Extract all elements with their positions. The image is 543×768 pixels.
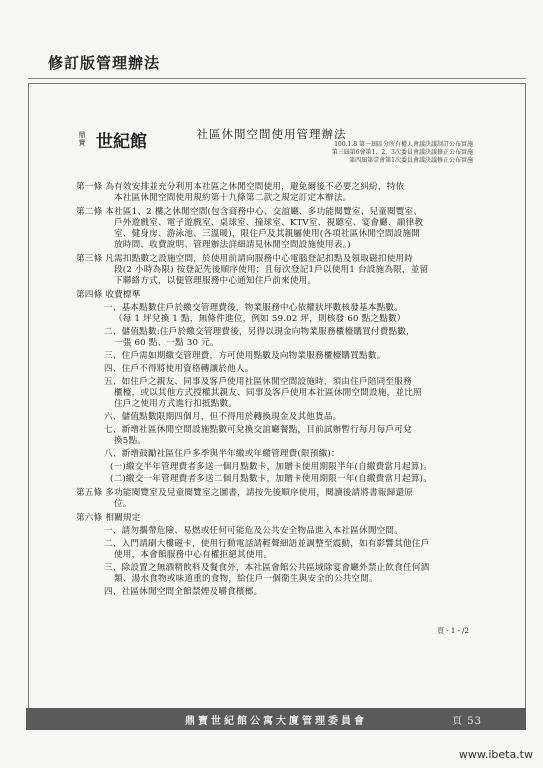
body-line: 七、新增社區休閒空間設施點數可兌換交誼廳餐點，目前試辦暫行每月每戶可兌 (104, 425, 412, 435)
body-line: 二、儲值點數:住戶於繳交管理費後，另得以現金向物業服務櫃檯購買付費點數， (104, 327, 415, 337)
body-line: 三、除設置之無酒精飲料及餐食外，本社區會館公共區域除宴會廳外禁止飲食任何酒 (104, 563, 430, 573)
document-title: 社區休閒空間使用管理辦法 (196, 127, 347, 141)
body-line: 三、住戶需如期繳交管理費，方可使用點數及向物業服務櫃檯購買點數。 (104, 351, 386, 361)
revision-note: 第四屆第壹會第1次委員會議決議修正公布實施 (349, 157, 473, 164)
logo-text: 世紀館 (96, 131, 147, 152)
body-line: 六、儲值點數限期四個月，但不得用於轉換現金及其他貨品。 (104, 412, 342, 422)
body-line: 戶外遊戲室、電子遊戲室、桌球室、撞球室、KTV室、視聽室、宴會廳、韻律教 (114, 218, 424, 228)
body-line: 下聯絡方式，以便管理服務中心通知住戶前來使用。 (114, 276, 317, 286)
body-line: 換5點。 (114, 436, 147, 446)
revision-note: 100.1.8 第一屆區分所有權人會議決議制訂公布實施 (334, 141, 473, 148)
body-line: 第三條 凡需扣點數之設施空間，於使用前請向服務中心電腦登記扣點及領取磁扣使用時 (76, 254, 414, 264)
body-line: 住戶之使用方式進行扣抵點數。 (114, 399, 238, 409)
footer-page: 頁 53 (452, 715, 482, 727)
page-number: 頁 - 1 - /2 (437, 627, 469, 635)
logo-mark-top: 鼎 (78, 131, 86, 139)
logo-mark-bottom: 寶 (78, 139, 86, 147)
body-line: 八、新增鼓勵社區住戶多季與半年繳或年繳管理費(限預繳)： (104, 449, 340, 459)
body-line: 一、基本點數住戶於繳交管理費後，物業服務中心依權狀坪數核發基本點數。 (104, 303, 403, 313)
watermark: www.ibeta.tw (458, 748, 533, 761)
body-line: 櫃檯，或以其他方式授權其親友、同事及客戶使用本社區休閒空間設施，並比照 (114, 388, 422, 398)
body-line: 一、請勿攜帶危險、易燃或任何可能危及公共安全物品進入本社區休閒空間。 (104, 526, 403, 536)
body-line: 段(2 小時為限) 按登記先後順序使用；且每次登記1戶以使用1 台設施為限，並留 (114, 265, 429, 275)
body-line: 二、入門請刷大樓磁卡，使用行動電話請輕聲細語並調整至震動，如有影響其他住戶 (104, 539, 430, 549)
body-line: 一張 60 點、一點 30 元。 (114, 338, 219, 348)
body-line: 五、如住戶之親友、同事及客戶使用社區休閒空間設施時，須由住戶陪同至服務 (104, 377, 412, 387)
footer-title: 鼎寶世紀館公寓大廈管理委員會 (185, 715, 367, 727)
body-line: (一)繳交半年管理費者多送一個月點數卡，加贈卡使用期限半年(自繳費當月起算)。 (110, 462, 432, 472)
revision-note: 第三屆第6會第1、2、3次委員會議決議修正公布實施 (331, 149, 473, 156)
body-line: 四、住戶不得將使用資格轉讓於他人。 (104, 364, 254, 374)
body-line: 類、湯水食物或味道重的食物，給住戶一個衛生與安全的公共空間。 (114, 574, 378, 584)
body-line: 第四條 收費標準 (76, 290, 141, 300)
body-line: （每 1 坪兌換 1 點，無條件進位，例如 59.02 坪，則核發 60 點之點數） (114, 314, 406, 324)
body-line: 放時間、收費說明、管理辦法詳細請見休閒空間設施使用表。) (114, 240, 351, 250)
header-divider (28, 78, 526, 79)
footer-bar (26, 708, 526, 730)
body-line: (二)繳交一年管理費者多送二個月點數卡，加贈卡使用期限一年(自繳費當月起算)。 (110, 474, 432, 484)
body-line: 使用，本會館服務中心有權拒絕其使用。 (114, 550, 273, 560)
body-line: 第一條 為有效安排並充分利用本社區之休閒空間使用，避免爾後不必要之糾紛，特依 (76, 182, 405, 192)
body-line: 位。 (114, 499, 132, 509)
body-line: 第五條 多功能閱覽室及兒童閱覽室之圖書，請按先後順序使用，閱讀後請將書報歸還原 (76, 488, 414, 498)
body-line: 第六條 相關規定 (76, 513, 141, 523)
body-line: 四、社區休閒空間全館禁煙及嚼食檳榔。 (104, 587, 263, 597)
body-line: 本社區休閒空間使用規約第十九條第二款之規定訂定本辦法。 (114, 193, 352, 203)
body-line: 第二條 本社區1、2 樓之休閒空間(包含商務中心、交誼廳、多功能閱覽室、兒童閱覽室、 (76, 207, 423, 217)
header-title: 修訂版管理辦法 (48, 54, 161, 72)
body-line: 室、健身房、游泳池、三溫暖)，限住戶及其親屬使用(各項社區休閒空間設施開 (114, 229, 421, 239)
